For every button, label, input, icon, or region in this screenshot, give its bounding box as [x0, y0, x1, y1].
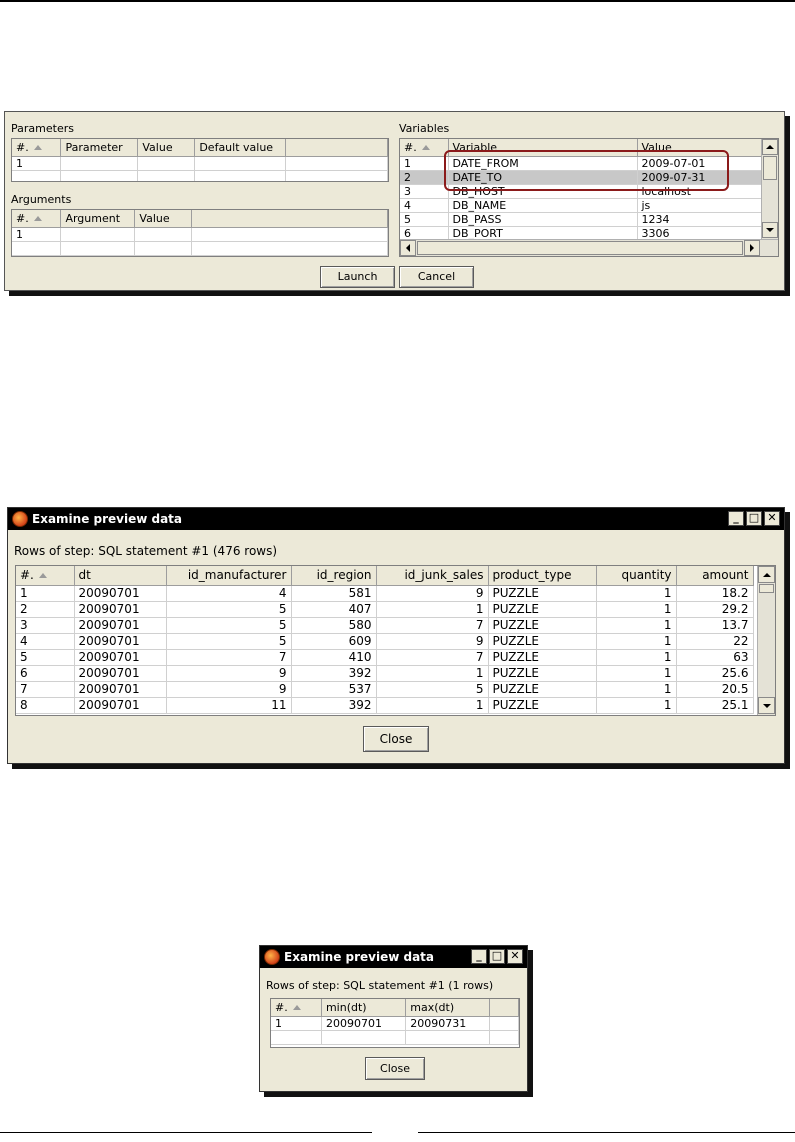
cell[interactable]: 1 — [596, 601, 676, 617]
col-header-dt[interactable]: dt — [74, 566, 166, 585]
table-row[interactable]: 3 DB_HOST localhost — [400, 184, 761, 198]
cell[interactable] — [286, 156, 388, 170]
cell[interactable]: 29.2 — [676, 601, 753, 617]
small-preview-dialog — [259, 945, 528, 1092]
cell[interactable]: 20090701 — [74, 633, 166, 649]
cell[interactable]: 537 — [291, 681, 376, 697]
table-row[interactable] — [271, 1030, 519, 1044]
cell[interactable]: 1 — [596, 697, 676, 713]
col-header-parameter[interactable]: Parameter — [61, 139, 138, 156]
table-row[interactable] — [16, 585, 753, 601]
cell[interactable]: 5 — [16, 649, 74, 665]
maximize-icon[interactable]: □ — [746, 511, 762, 526]
cell[interactable]: 1 — [596, 617, 676, 633]
cell[interactable]: 63 — [676, 649, 753, 665]
cell[interactable]: 1 — [376, 665, 488, 681]
cell[interactable]: 392 — [291, 697, 376, 713]
col-header-amount[interactable]: amount — [676, 566, 753, 585]
col-header-quantity[interactable]: quantity — [596, 566, 676, 585]
preview-dialog — [7, 507, 785, 764]
highlight-box — [444, 150, 729, 191]
cell[interactable]: 1 — [12, 227, 61, 241]
title-bar[interactable] — [8, 508, 784, 530]
table-row[interactable]: 5 DB_PASS 1234 — [400, 212, 761, 226]
sort-ascending-icon — [34, 145, 42, 150]
col-header-id-junk-sales[interactable]: id_junk_sales — [376, 566, 488, 585]
title-bar[interactable] — [260, 946, 527, 968]
col-header-id-region[interactable]: id_region — [291, 566, 376, 585]
close-icon[interactable]: ✕ — [764, 511, 780, 526]
col-header-value[interactable]: Value — [135, 210, 192, 227]
bottom-rule-right — [418, 1132, 795, 1133]
arguments-grid[interactable] — [11, 209, 389, 257]
col-header-default-value[interactable]: Default value — [195, 139, 286, 156]
scroll-down-icon[interactable] — [758, 697, 775, 714]
close-button[interactable]: Close — [365, 1057, 425, 1080]
cell[interactable]: 581 — [291, 585, 376, 601]
app-icon — [12, 511, 28, 527]
cell[interactable]: 20090701 — [321, 1016, 405, 1030]
cell[interactable]: PUZZLE — [488, 665, 596, 681]
cell[interactable]: 20090701 — [74, 585, 166, 601]
minimize-icon[interactable]: _ — [728, 511, 744, 526]
scroll-h-thumb[interactable] — [417, 241, 743, 255]
cell[interactable]: 18.2 — [676, 585, 753, 601]
table-row[interactable] — [12, 227, 388, 241]
cell[interactable]: 20090731 — [406, 1016, 489, 1030]
vertical-scrollbar[interactable] — [757, 566, 775, 715]
cell[interactable]: 20090701 — [74, 601, 166, 617]
sort-ascending-icon — [293, 1005, 301, 1010]
cell[interactable] — [195, 156, 286, 170]
table-row[interactable]: 6 DB_PORT 3306 — [400, 226, 761, 240]
cell[interactable]: 4 — [16, 633, 74, 649]
minimize-icon[interactable]: _ — [471, 949, 487, 964]
cell[interactable]: 1 — [596, 649, 676, 665]
cell[interactable]: PUZZLE — [488, 649, 596, 665]
col-header-index[interactable]: #. — [12, 210, 61, 227]
parameters-grid[interactable] — [11, 138, 389, 182]
cell[interactable]: 407 — [291, 601, 376, 617]
cell[interactable]: 9 — [166, 681, 291, 697]
variables-label: Variables — [399, 122, 450, 135]
cell[interactable]: PUZZLE — [488, 617, 596, 633]
col-header-id-manufacturer[interactable]: id_manufacturer — [166, 566, 291, 585]
col-header-index[interactable]: #. — [16, 566, 74, 585]
cell[interactable]: 1 — [271, 1016, 321, 1030]
maximize-icon[interactable]: □ — [489, 949, 505, 964]
cell[interactable] — [192, 227, 388, 241]
cell[interactable]: 410 — [291, 649, 376, 665]
col-header-index[interactable]: #. — [400, 139, 448, 156]
cell[interactable]: 7 — [166, 649, 291, 665]
parameters-label: Parameters — [11, 122, 74, 135]
cell[interactable]: 5 — [166, 601, 291, 617]
cell[interactable]: 22 — [676, 633, 753, 649]
cell[interactable]: 13.7 — [676, 617, 753, 633]
col-header-product-type[interactable]: product_type — [488, 566, 596, 585]
cell[interactable]: 9 — [376, 633, 488, 649]
cell[interactable]: 20090701 — [74, 665, 166, 681]
scroll-down-icon[interactable] — [762, 222, 778, 238]
cell[interactable]: PUZZLE — [488, 697, 596, 713]
arguments-label: Arguments — [11, 193, 72, 206]
col-header-empty — [286, 139, 388, 156]
cell[interactable]: 11 — [166, 697, 291, 713]
sort-ascending-icon — [39, 573, 47, 578]
table-row[interactable] — [16, 617, 753, 633]
col-header-index[interactable]: #. — [271, 999, 321, 1016]
cell[interactable] — [61, 227, 135, 241]
cell[interactable]: 9 — [166, 665, 291, 681]
cell[interactable]: 1 — [596, 633, 676, 649]
cell[interactable]: 4 — [166, 585, 291, 601]
table-row-selected[interactable]: 2 DATE_TO 2009-07-31 — [400, 170, 761, 184]
cell[interactable]: 20090701 — [74, 697, 166, 713]
cell[interactable]: 5 — [166, 617, 291, 633]
launch-button[interactable]: Launch — [320, 266, 395, 288]
cell[interactable]: 5 — [376, 681, 488, 697]
cell[interactable]: 25.6 — [676, 665, 753, 681]
cell[interactable]: PUZZLE — [488, 681, 596, 697]
table-row[interactable] — [16, 697, 753, 713]
cell[interactable]: 5 — [166, 633, 291, 649]
table-row[interactable] — [16, 633, 753, 649]
scroll-thumb[interactable] — [759, 584, 774, 593]
window-title: Examine preview data — [32, 512, 183, 526]
cell[interactable]: 609 — [291, 633, 376, 649]
sort-ascending-icon — [34, 216, 42, 221]
table-row[interactable] — [16, 665, 753, 681]
col-header-index[interactable]: #. — [12, 139, 61, 156]
launch-panel — [4, 111, 785, 291]
table-row[interactable] — [271, 1016, 519, 1030]
cell[interactable] — [489, 1016, 518, 1030]
small-preview-grid[interactable] — [270, 998, 520, 1048]
cell[interactable]: 8 — [16, 697, 74, 713]
scroll-left-icon[interactable] — [400, 240, 416, 256]
cell[interactable]: 20090701 — [74, 649, 166, 665]
app-icon — [264, 949, 280, 965]
cell[interactable]: 392 — [291, 665, 376, 681]
close-button[interactable]: Close — [363, 726, 429, 752]
cell[interactable]: PUZZLE — [488, 601, 596, 617]
cell[interactable]: 1 — [376, 601, 488, 617]
cell[interactable]: 25.1 — [676, 697, 753, 713]
cell[interactable]: 3 — [16, 617, 74, 633]
cell[interactable]: 7 — [376, 649, 488, 665]
col-header-value[interactable]: Value — [138, 139, 195, 156]
table-row[interactable] — [12, 170, 388, 182]
cell[interactable]: 2 — [16, 601, 74, 617]
cell[interactable]: 1 — [376, 697, 488, 713]
cell[interactable]: 7 — [16, 681, 74, 697]
preview-grid[interactable] — [15, 565, 776, 716]
cell[interactable] — [138, 156, 195, 170]
vertical-scrollbar[interactable] — [761, 139, 778, 239]
cell[interactable]: PUZZLE — [488, 633, 596, 649]
cell[interactable]: 1 — [12, 156, 61, 170]
table-row[interactable] — [16, 649, 753, 665]
col-header-variable[interactable]: Variable — [448, 139, 637, 156]
cell[interactable]: 1 — [596, 585, 676, 601]
cell[interactable]: 1 — [596, 665, 676, 681]
col-header-empty — [489, 999, 518, 1016]
close-icon[interactable]: ✕ — [507, 949, 523, 964]
col-header-value[interactable]: Value — [637, 139, 761, 156]
top-rule — [0, 0, 795, 2]
window-title: Examine preview data — [284, 950, 435, 964]
rows-label: Rows of step: SQL statement #1 (1 rows) — [266, 979, 494, 992]
cell[interactable] — [61, 156, 138, 170]
bottom-rule-left — [0, 1132, 372, 1133]
cancel-button[interactable]: Cancel — [399, 266, 474, 288]
scroll-thumb[interactable] — [763, 156, 777, 180]
col-header-max-dt[interactable]: max(dt) — [406, 999, 489, 1016]
sort-ascending-icon — [422, 145, 430, 150]
table-row[interactable]: 4 DB_NAME js — [400, 198, 761, 212]
table-row[interactable]: 1 DATE_FROM 2009-07-01 — [400, 156, 761, 170]
col-header-min-dt[interactable]: min(dt) — [321, 999, 405, 1016]
horizontal-scrollbar[interactable] — [400, 239, 778, 256]
table-row[interactable] — [12, 241, 388, 255]
col-header-argument[interactable]: Argument — [61, 210, 135, 227]
scroll-up-icon[interactable] — [758, 566, 775, 583]
rows-label: Rows of step: SQL statement #1 (476 rows) — [14, 544, 278, 558]
cell[interactable]: 6 — [16, 665, 74, 681]
table-row[interactable] — [16, 681, 753, 697]
cell[interactable]: 7 — [376, 617, 488, 633]
cell[interactable]: 9 — [376, 585, 488, 601]
cell[interactable]: 20090701 — [74, 617, 166, 633]
col-header-empty — [192, 210, 388, 227]
table-row[interactable] — [16, 601, 753, 617]
cell[interactable]: 580 — [291, 617, 376, 633]
cell[interactable]: 1 — [596, 681, 676, 697]
cell[interactable]: 20.5 — [676, 681, 753, 697]
cell[interactable]: PUZZLE — [488, 585, 596, 601]
cell[interactable]: 20090701 — [74, 681, 166, 697]
scroll-up-icon[interactable] — [762, 139, 778, 155]
cell[interactable]: 1 — [16, 585, 74, 601]
scroll-right-icon[interactable] — [744, 240, 760, 256]
table-row[interactable] — [12, 156, 388, 170]
cell[interactable] — [135, 227, 192, 241]
